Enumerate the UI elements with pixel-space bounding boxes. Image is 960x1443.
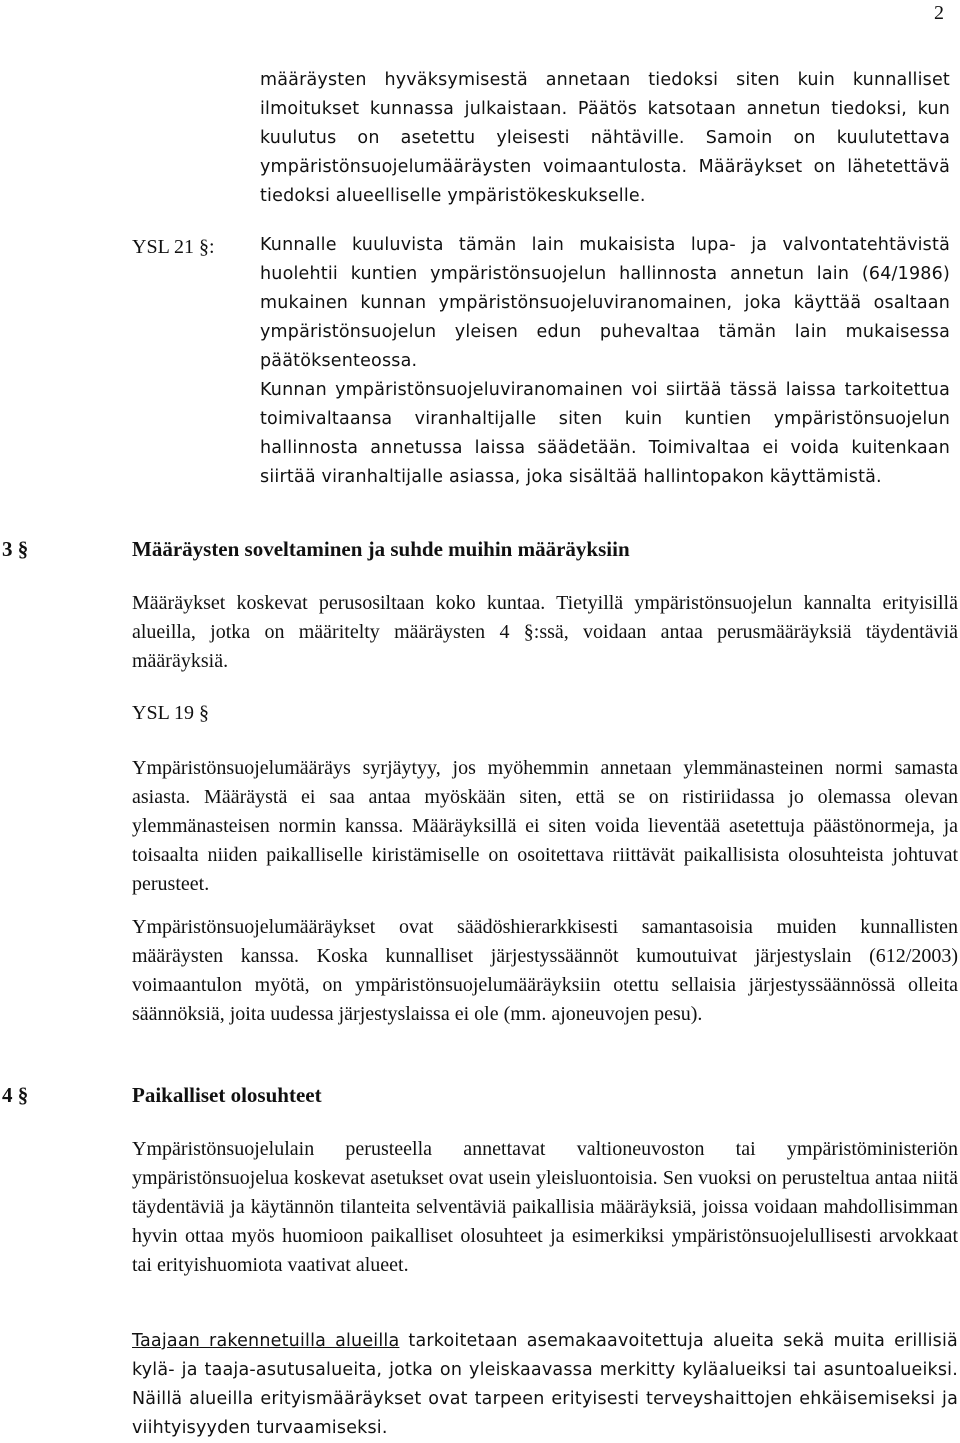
section-4-number: 4 § — [2, 1083, 29, 1107]
ysl21-label: YSL 21 §: — [132, 236, 215, 258]
section-3-paragraph-1 — [132, 589, 958, 676]
section-3-paragraph-2 — [132, 754, 958, 899]
section-3-paragraph-2-text: Ympäristönsuojelumääräys syrjäytyy, jos myöhemmin annetaan ylemmänasteinen normi samasta asiasta. Määräystä ei saa antaa myöskään siten, että se on ristiriidassa jo olemassa olevan ylemmänasteisen normin kanssa. Määräyksillä ei siten voida lieventää asetettuja päästönormeja, ja toisaalta niiden paikalliselle kiristämiselle on osoitettava riittävät paikallisista olosuhteista johtuvat perusteet. — [132, 757, 958, 895]
section-3-paragraph-3-text: Ympäristönsuojelumääräykset ovat säädöshierarkkisesti samantasoisia muiden kunnallisten määräysten kanssa. Koska kunnalliset järjestyssäännöt kumoutuivat järjestyslain (612/2003) voimaantulon myötä, on ympäristönsuojelumääräyksiin otettu sellaisia järjestyssäännössä olleita säännöksiä, joita uudessa järjestyslaissa ei ole (mm. ajoneuvojen pesu). — [132, 916, 958, 1025]
ysl21-paragraph-1: Kunnalle kuuluvista tämän lain mukaisista lupa- ja valvontatehtävistä huolehtii kuntien ympäristönsuojelun hallinnosta annetun lain (64/1986) mukainen kunnan ympäristönsuojeluviranomainen, joka käyttää osaltaan ympäristönsuojelun yleisen edun puhevaltaa tämän lain mukaisessa päätöksenteossa. — [260, 235, 950, 371]
intro-paragraph — [260, 66, 950, 211]
section-3-number: 3 § — [2, 537, 29, 561]
term-taajaan-rakennetuilla-alueilla: Taajaan rakennetuilla alueilla — [132, 1331, 400, 1351]
section-3-title: Määräysten soveltaminen ja suhde muihin määräyksiin — [132, 537, 630, 561]
section-4-paragraph-2-text — [132, 1327, 958, 1443]
section-4-title: Paikalliset olosuhteet — [132, 1083, 322, 1107]
section-4-paragraph-1-text: Ympäristönsuojelulain perusteella annettavat valtioneuvoston tai ympäristöministeriön ympäristönsuojelua koskevat asetukset ovat usein yleisluontoisia. Sen vuoksi on perusteltua antaa niitä täydentäviä ja käytännön tilanteita selventäviä paikallisia määräyksiä, joissa voidaan mahdollisimman hyvin ottaa myös huomioon paikalliset olosuhteet ja esimerkiksi ympäristönsuojelullisesti arvokkaat tai erityishuomiota vaativat alueet. — [132, 1138, 958, 1276]
section-4-paragraph-2 — [132, 1327, 958, 1443]
section-4-paragraph-2-rest: tarkoitetaan asemakaavoitettuja alueita sekä muita erillisiä kylä- ja taaja-asutusalueita, jotka on yleiskaavassa merkitty kyläalueiksi tai asuntoalueiksi. Näillä alueilla erityismääräykset ovat tarpeen erityisesti terveyshaittojen ehkäisemiseksi ja viihtyisyyden turvaamiseksi. — [132, 1331, 958, 1438]
ysl21-text — [260, 231, 950, 492]
intro-paragraph-text: määräysten hyväksymisestä annetaan tiedoksi siten kuin kunnalliset ilmoitukset kunnassa julkaistaan. Päätös katsotaan annetun tiedoksi, kun kuulutus on asetettu yleisesti nähtäville. Samoin on kuulutettava ympäristönsuojelumääräysten voimaantulosta. Määräykset on lähetettävä tiedoksi alueelliselle ympäristökeskukselle. — [260, 70, 950, 206]
ysl21-paragraph-2: Kunnan ympäristönsuojeluviranomainen voi siirtää tässä laissa tarkoitettua toimivaltaansa viranhaltijalle siten kuin kuntien ympäristönsuojelun hallinnosta annetussa laissa säädetään. Toimivaltaa ei voida kuitenkaan siirtää viranhaltijalle asiassa, joka sisältää hallintopakon käyttämistä. — [260, 380, 950, 487]
section-3-paragraph-3 — [132, 913, 958, 1029]
section-3-paragraph-1-text: Määräykset koskevat perusosiltaan koko kuntaa. Tietyillä ympäristönsuojelun kannalta erityisillä alueilla, jotka on määritelty määräysten 4 §:ssä, voidaan antaa perusmääräyksiä täydentäviä määräyksiä. — [132, 592, 958, 672]
section-4-paragraph-1 — [132, 1135, 958, 1280]
page-number: 2 — [934, 2, 944, 24]
ysl19-label: YSL 19 § — [132, 702, 210, 724]
